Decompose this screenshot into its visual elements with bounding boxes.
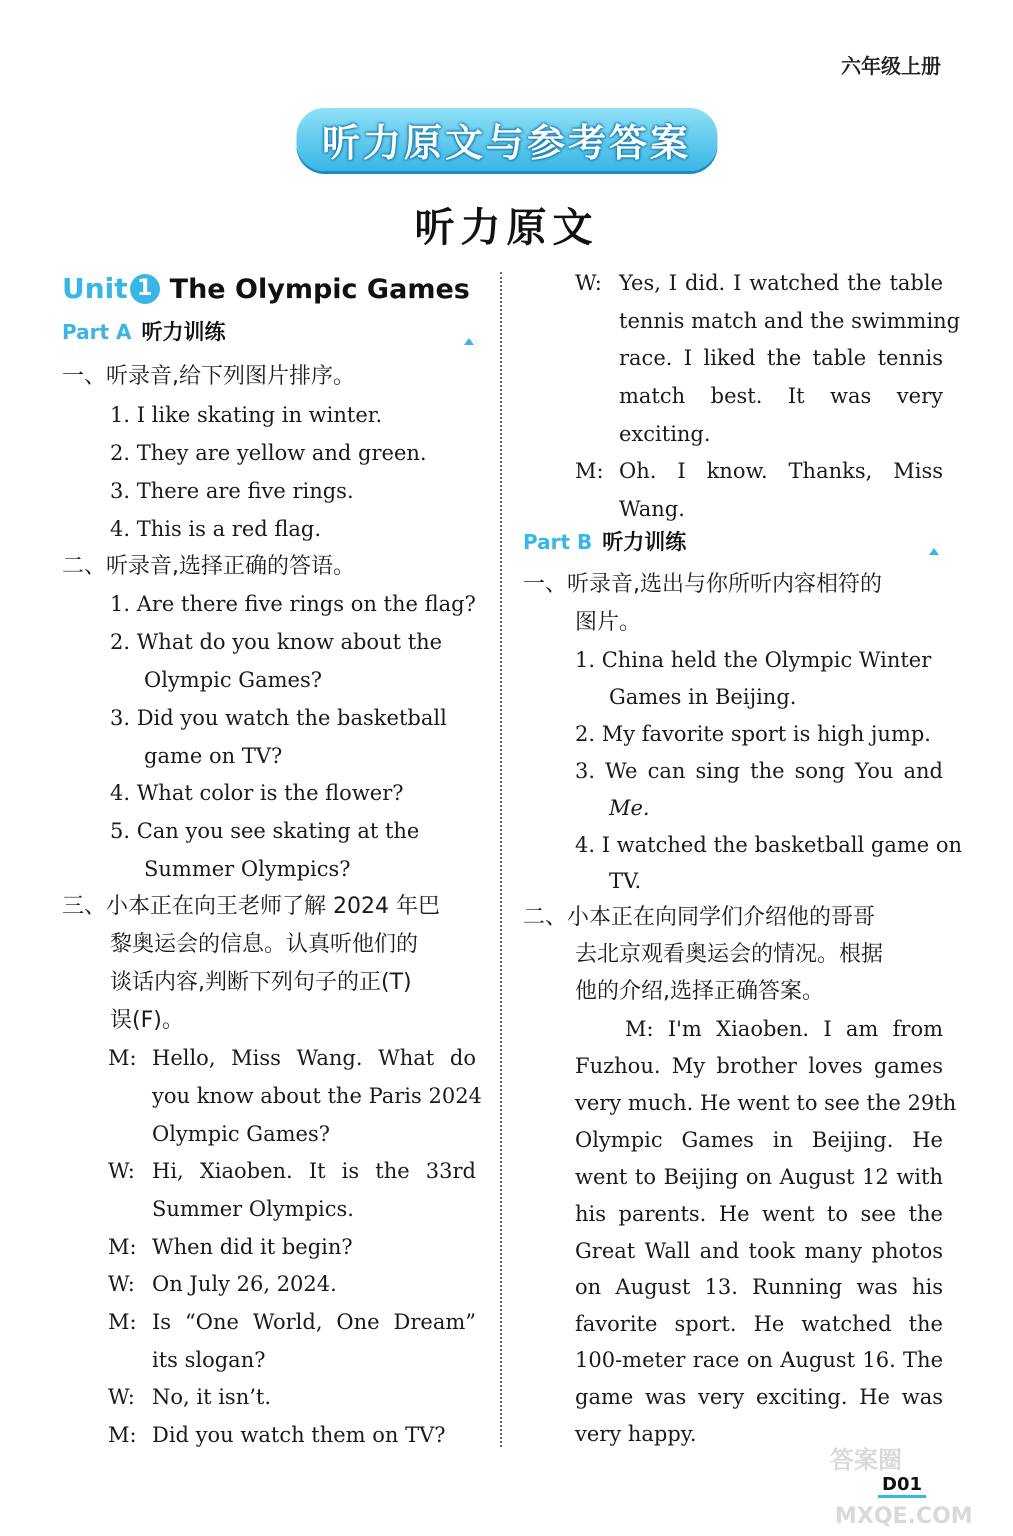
speaker-label: M: <box>108 1310 137 1334</box>
part-a-marker-icon <box>464 338 474 345</box>
list-item: 4. I watched the basketball game on <box>575 833 963 857</box>
passage-line: favorite sport. He watched the <box>575 1312 943 1336</box>
page-number: D01 <box>878 1474 926 1498</box>
part-b-marker-icon <box>929 548 939 555</box>
watermark-url: MXQE.COM <box>835 1504 973 1529</box>
grade-label: 六年级上册 <box>841 54 941 78</box>
part-b-heading <box>523 524 686 560</box>
section-3-heading-continued: 谈话内容,判断下列句子的正(T) <box>110 970 412 995</box>
list-item-continued: Me. <box>609 796 650 820</box>
section-title: 听力原文 <box>414 205 599 251</box>
answer-banner: 听力原文与参考答案 <box>296 108 717 171</box>
part-b-label: Part B <box>523 530 593 554</box>
list-item: 1. Are there five rings on the flag? <box>110 592 476 616</box>
passage-line: M: I'm Xiaoben. I am from <box>625 1017 943 1041</box>
list-item-continued: Olympic Games? <box>144 668 322 692</box>
passage-line: on August 13. Running was his <box>575 1275 943 1299</box>
part-a-name: 听力训练 <box>141 320 226 344</box>
section-2-heading: 二、小本正在向同学们介绍他的哥哥 <box>523 905 876 930</box>
dialogue-line: No, it isn’t. <box>152 1385 272 1409</box>
speaker-label: M: <box>108 1423 137 1447</box>
dialogue-line: match best. It was very <box>619 384 943 408</box>
passage-line: Olympic Games in Beijing. He <box>575 1128 943 1152</box>
passage-line: game was very exciting. He was <box>575 1385 943 1409</box>
dialogue-line: Hello, Miss Wang. What do <box>152 1046 476 1070</box>
dialogue-line: On July 26, 2024. <box>152 1272 337 1296</box>
passage-line: his parents. He went to see the <box>575 1202 943 1226</box>
section-2-heading-continued: 他的介绍,选择正确答案。 <box>575 979 824 1004</box>
speaker-label: M: <box>108 1046 137 1070</box>
dialogue-line: Wang. <box>619 497 685 521</box>
list-item: 4. This is a red flag. <box>110 517 322 541</box>
dialogue-line: Oh. I know. Thanks, Miss <box>619 459 943 483</box>
speaker-label: W: <box>108 1159 135 1183</box>
dialogue-line: Did you watch them on TV? <box>152 1423 446 1447</box>
dialogue-line: Hi, Xiaoben. It is the 33rd <box>152 1159 476 1183</box>
section-3-heading-continued: 误(F)。 <box>110 1008 184 1033</box>
list-item-continued: Summer Olympics? <box>144 857 351 881</box>
list-item: 3. We can sing the song You and <box>575 759 943 783</box>
unit-word: Unit <box>62 272 128 305</box>
speaker-label: W: <box>108 1385 135 1409</box>
passage-line: very happy. <box>575 1422 697 1446</box>
section-3-heading-continued: 黎奥运会的信息。认真听他们的 <box>110 932 419 957</box>
dialogue-line: its slogan? <box>152 1348 266 1372</box>
column-divider <box>500 272 502 1447</box>
passage-line: 100-meter race on August 16. The <box>575 1348 943 1372</box>
dialogue-line: When did it begin? <box>152 1235 353 1259</box>
unit-title: The Olympic Games <box>169 274 470 305</box>
unit-number-badge: 1 <box>130 274 160 304</box>
list-item: 2. They are yellow and green. <box>110 441 427 465</box>
section-1-heading-continued: 图片。 <box>575 610 642 635</box>
section-2-heading: 二、听录音,选择正确的答语。 <box>62 554 355 579</box>
dialogue-line: race. I liked the table tennis <box>619 346 943 370</box>
list-item-continued: TV. <box>609 869 642 893</box>
part-a-heading <box>62 314 225 350</box>
speaker-label: M: <box>575 459 604 483</box>
list-item: 3. There are five rings. <box>110 479 354 503</box>
list-item-continued: game on TV? <box>144 744 283 768</box>
list-item: 1. China held the Olympic Winter <box>575 648 932 672</box>
part-b-name: 听力训练 <box>602 530 687 554</box>
speaker-label: M: <box>108 1235 137 1259</box>
section-1-heading: 一、听录音,给下列图片排序。 <box>62 364 355 389</box>
list-item-continued: Games in Beijing. <box>609 685 797 709</box>
unit-heading <box>62 272 482 316</box>
list-item: 4. What color is the flower? <box>110 781 404 805</box>
passage-line: very much. He went to see the 29th <box>575 1091 957 1115</box>
list-item: 5. Can you see skating at the <box>110 819 420 843</box>
passage-line: Fuzhou. My brother loves games <box>575 1054 943 1078</box>
dialogue-line: Summer Olympics. <box>152 1197 354 1221</box>
list-item: 2. My favorite sport is high jump. <box>575 722 931 746</box>
part-a-label: Part A <box>62 320 132 344</box>
speaker-label: W: <box>108 1272 135 1296</box>
list-item: 2. What do you know about the <box>110 630 443 654</box>
list-item: 3. Did you watch the basketball <box>110 706 447 730</box>
section-1-heading: 一、听录音,选出与你所听内容相符的 <box>523 572 882 597</box>
passage-line: Great Wall and took many photos <box>575 1239 943 1263</box>
dialogue-line: Olympic Games? <box>152 1122 330 1146</box>
dialogue-line: Yes, I did. I watched the table <box>619 271 943 295</box>
watermark: 答案圈 <box>830 1446 902 1474</box>
dialogue-line: tennis match and the swimming <box>619 309 961 333</box>
dialogue-line: exciting. <box>619 422 711 446</box>
passage-line: went to Beijing on August 12 with <box>575 1165 943 1189</box>
section-3-heading: 三、小本正在向王老师了解 2024 年巴 <box>62 894 440 919</box>
dialogue-line: you know about the Paris 2024 <box>152 1084 482 1108</box>
section-2-heading-continued: 去北京观看奥运会的情况。根据 <box>575 942 884 967</box>
dialogue-line: Is “One World, One Dream” <box>152 1310 476 1334</box>
list-item: 1. I like skating in winter. <box>110 403 383 427</box>
speaker-label: W: <box>575 271 602 295</box>
